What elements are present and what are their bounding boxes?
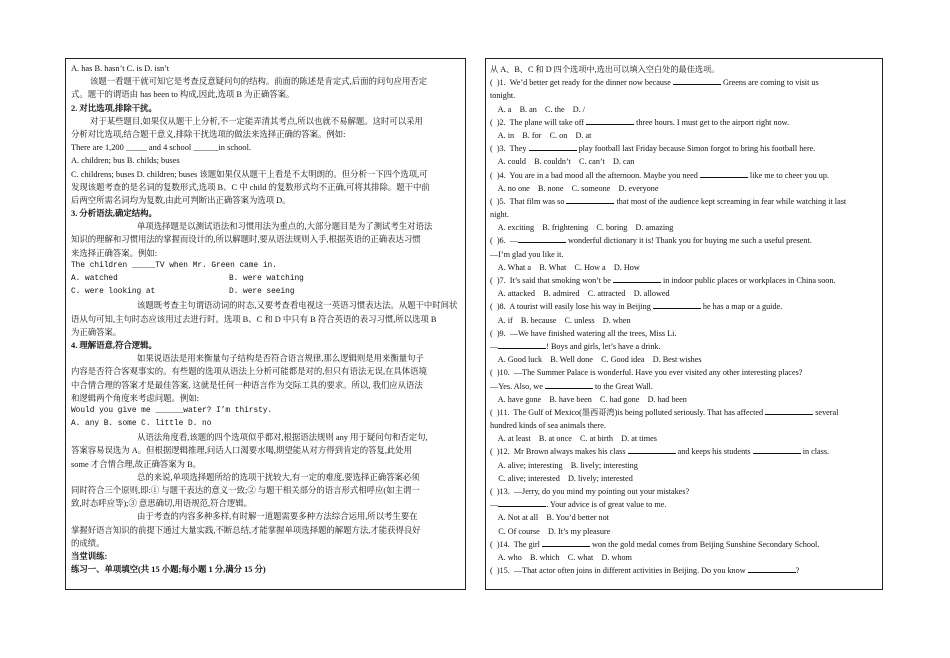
question-text: A. who B. which C. what D. whom xyxy=(490,552,632,562)
left-line xyxy=(71,273,461,286)
question-line xyxy=(490,155,878,168)
left-line: Would you give me ______water? I’m thirsty. xyxy=(71,406,273,415)
left-line: 当堂训练: xyxy=(71,551,108,561)
question-text: night. xyxy=(490,210,509,220)
question-line xyxy=(490,340,878,353)
question-text: and keeps his students xyxy=(675,447,753,457)
answer-blank xyxy=(673,76,721,85)
question-text: ? xyxy=(795,566,800,576)
question-text: ( )1. We’d better get ready for the dinner now because xyxy=(490,78,673,88)
question-text: A. What a B. What C. How a D. How xyxy=(490,262,640,272)
left-line: 如果说语法是用来衡量句子结构是否符合语言规律,那么逻辑则是用来衡量句子 xyxy=(137,354,424,364)
question-line xyxy=(490,472,878,485)
left-line: 为正确答案。 xyxy=(71,327,122,337)
question-text: three hours. I must get to the airport right now. xyxy=(634,117,790,127)
question-text: several xyxy=(813,407,839,417)
question-line xyxy=(490,353,878,366)
answer-blank xyxy=(498,340,546,349)
answer-blank xyxy=(545,380,593,389)
question-line xyxy=(490,182,878,195)
question-line xyxy=(490,89,878,102)
question-line xyxy=(490,327,878,340)
question-text: ( )13. —Jerry, do you mind my pointing out your mistakes? xyxy=(490,487,690,496)
left-line: There are 1,200 _____ and 4 school ______in school. xyxy=(71,143,252,153)
question-text: ( )11. The Gulf of Mexico(墨西哥湾)is being polluted seriously. That has affected xyxy=(490,407,766,417)
question-text: ( )4. You are in a bad mood all the afternoon. Maybe you need xyxy=(490,170,700,180)
question-text: ( )5. That film was so xyxy=(490,196,567,206)
question-line xyxy=(490,103,878,116)
answer-blank xyxy=(765,406,813,415)
answer-blank xyxy=(613,274,661,283)
question-line xyxy=(490,142,878,155)
left-line: The children _____TV when Mr. Green came in. xyxy=(71,261,277,270)
question-text: C. Of course D. It’s my pleasure xyxy=(490,526,611,536)
question-line xyxy=(490,234,878,247)
answer-blank xyxy=(748,564,796,573)
question-line xyxy=(490,551,878,564)
question-text: — xyxy=(490,341,499,351)
question-text: — xyxy=(490,500,499,510)
left-line: C. childrens; buses D. children; buses 该题如果仅从题干上看是不太明朗的。但分析一下四个选项,可 xyxy=(71,169,428,179)
question-text: play football last Friday because Simon forgot to bring his football here. xyxy=(576,144,816,154)
question-text: ( )6. — xyxy=(490,236,518,246)
question-line xyxy=(490,485,878,498)
question-line xyxy=(490,525,878,538)
left-line: 总的来说,单项选择题所给的选项干扰较大,有一定的难度,要选择正确答案必须 xyxy=(137,472,420,482)
question-text: ! Boys and girls, let’s have a drink. xyxy=(546,341,661,351)
question-line xyxy=(490,564,878,577)
question-text: ( )7. It’s said that smoking won’t be xyxy=(490,276,613,285)
question-line xyxy=(490,498,878,511)
question-text: A. Good luck B. Well done C. Good idea D. Best wishes xyxy=(490,355,702,365)
left-line: 来选择正确答案。例如: xyxy=(71,248,158,258)
question-line xyxy=(490,314,878,327)
question-line xyxy=(490,459,878,472)
question-text: A. Not at all B. You’d better not xyxy=(490,513,609,523)
question-text: —I’m glad you like it. xyxy=(490,249,564,259)
question-text: in class. xyxy=(800,447,830,457)
left-text-block xyxy=(66,59,465,576)
answer-blank xyxy=(518,234,566,243)
left-line: 发现该题考查的是名词的复数形式,选项 B、C 中 child 的复数形式均不正确,可将其排除。题干中前 xyxy=(71,182,430,192)
question-text: ( )15. —That actor often joins in different activities in Beijing. Do you know xyxy=(490,566,748,576)
question-text: A. exciting B. frightening C. boring D. amazing xyxy=(490,223,674,233)
left-line: 答案容易误选为 A。但根据逻辑推理,问话人口渴要水喝,期望能从对方得到肯定的答复,此处用 xyxy=(71,446,413,456)
left-line: 知识的理解和习惯用法的掌握而设计的,所以解题时,要从语法规则入手,根据英语的正确表达习惯 xyxy=(71,235,421,245)
left-line: 练习一、单项填空(共 15 小题;每小题 1 分,满分 15 分) xyxy=(71,565,266,575)
left-line: 由于考查的内容多种多样,有时解一道题需要多种方法综合运用,所以考生要在 xyxy=(137,512,418,522)
left-line: 2. 对比选项,排除干扰。 xyxy=(71,103,157,113)
question-line xyxy=(490,274,878,287)
answer-blank xyxy=(628,445,676,454)
question-text: like me to cheer you up. xyxy=(747,170,830,180)
question-text: A. if B. because C. unless D. when xyxy=(490,315,631,325)
left-line: 中合情合理的答案才是最佳答案, 这就是任何一种语言作为交际工具的要求。所以, 我们应从语法 xyxy=(71,380,423,390)
question-line xyxy=(490,511,878,524)
question-text: C. alive; interested D. lively; interested xyxy=(490,473,633,483)
left-line: 从语法角度看,该题的四个选项似乎都对,根据语法规则 any 用于疑问句和否定句, xyxy=(137,433,428,443)
question-text: Greens are coming to visit us xyxy=(720,78,819,88)
question-text: that most of the audience kept screaming in fear while watching it last xyxy=(614,196,847,206)
question-text: ( )3. They xyxy=(490,144,529,154)
question-text: A. alive; interesting B. lively; interesting xyxy=(490,460,638,470)
left-line: 该题既考查主句谓语动词的时态,又要考查看电视这一英语习惯表达法。从题干中时间状 xyxy=(137,301,458,311)
left-line: A. any B. some C. little D. no xyxy=(71,420,212,429)
answer-blank xyxy=(753,445,801,454)
left-line: 同时符合三个原则,即:① 与题干表达的意义一致;② 与题干相关部分的语言形式相呼应(如主谓一 xyxy=(71,486,420,495)
question-text: A. no one B. none C. someone D. everyone xyxy=(490,183,659,193)
left-line: 4. 理解语意,符合逻辑。 xyxy=(71,340,157,350)
question-line xyxy=(490,76,878,89)
left-line: 3. 分析语法,确定结构。 xyxy=(71,209,157,219)
answer-blank xyxy=(529,142,577,151)
answer-blank xyxy=(542,538,590,547)
exercise-questions xyxy=(486,59,882,577)
question-text: 从 A、B、C 和 D 四个选项中,选出可以填入空白处的最佳选项。 xyxy=(490,65,720,74)
question-text: ( )14. The girl xyxy=(490,539,542,549)
question-text: A. in B. for C. on D. at xyxy=(490,130,592,140)
option-text: B. were watching xyxy=(229,275,304,283)
option-text: D. were seeing xyxy=(229,288,295,297)
question-text: . Your advice is of great value to me. xyxy=(546,500,667,510)
left-line: 掌握好语言知识的前提下通过大量实践,不断总结,才能掌握单项选择题的解题方法,才能获得良好 xyxy=(71,525,421,535)
question-text: —Yes. Also, we xyxy=(490,381,545,391)
question-line xyxy=(490,393,878,406)
question-line xyxy=(490,287,878,300)
question-text: ( )9. —We have finished watering all the trees, Miss Li. xyxy=(490,328,677,338)
question-text: won the gold medal comes from Beijing Sunshine Secondary School. xyxy=(589,539,820,549)
answer-blank xyxy=(498,498,546,507)
question-text: to the Great Wall. xyxy=(592,381,653,391)
question-line xyxy=(490,195,878,208)
answer-blank xyxy=(653,300,701,309)
question-text: wonderful dictionary it is! Thank you for buying me such a useful present. xyxy=(565,236,812,246)
left-line: 该题一看题干就可知它是考查反意疑问句的结构。前面的陈述是肯定式,后面的问句应用否定 xyxy=(90,77,428,87)
question-line xyxy=(490,208,878,221)
question-text: A. have gone B. have been C. had gone D. had been xyxy=(490,394,687,404)
question-line xyxy=(490,300,878,313)
left-column xyxy=(65,58,466,590)
left-line: 单项选择题是以测试语法和习惯用法为重点的,大部分题目是为了测试考生对语法 xyxy=(137,222,433,232)
left-line: 分析对比选项,结合题干意义,排除干扰选项的做法来选择正确的答案。例如: xyxy=(71,129,346,139)
left-line: some 才合情合理,故正确答案为 B。 xyxy=(71,459,202,469)
question-line xyxy=(490,248,878,261)
answer-blank xyxy=(586,116,634,125)
left-line: 对于某些题目,如果仅从题干上分析,不一定能弄清其考点,所以也就不易解题。这时可以采用 xyxy=(90,116,423,126)
question-line xyxy=(490,116,878,129)
question-text: A. could B. couldn’t C. can’t D. can xyxy=(490,157,635,167)
question-line xyxy=(490,366,878,379)
answer-blank xyxy=(700,169,748,178)
left-line: A. children; bus B. childs; buses xyxy=(71,156,180,166)
question-line xyxy=(490,169,878,182)
question-line xyxy=(490,63,878,76)
left-line: 和逻辑两个角度来考虑问题。例如: xyxy=(71,393,199,403)
question-text: hundred kinds of sea animals there. xyxy=(490,421,606,431)
question-line xyxy=(490,432,878,445)
question-text: ( )8. A tourist will easily lose his way in Beijing xyxy=(490,302,653,312)
question-line xyxy=(490,419,878,432)
question-text: A. attacked B. admired C. attracted D. allowed xyxy=(490,289,670,299)
option-text: C. were looking at xyxy=(71,288,156,297)
left-line: A. has B. hasn’t C. is D. isn’t xyxy=(71,64,170,73)
left-line: 式。题干的谓语由 has been to 构成,因此,选项 B 为正确答案。 xyxy=(71,90,295,100)
question-text: ( )2. The plane will take off xyxy=(490,117,587,127)
question-text: he has a map or a guide. xyxy=(700,302,783,312)
question-text: tonight. xyxy=(490,91,516,101)
option-text: A. watched xyxy=(71,275,118,283)
left-line: 语从句可知,主句时态应该用过去进行时。选项 B、C 和 D 中只有 B 符合英语的表习习惯,所以选项 B xyxy=(71,314,437,324)
left-line: 致,时态呼应等);③ 意思确切,用语规范,符合逻辑。 xyxy=(71,499,252,509)
question-text: ( )12. Mr Brown always makes his class xyxy=(490,447,628,457)
question-text: in indoor public places or workplaces in China soon. xyxy=(660,276,836,285)
question-text: ( )10. —The Summer Palace is wonderful. Have you ever visited any other interesting places? xyxy=(490,368,803,378)
left-line: 内容是否符合客观事实的。有些题的选项从语法上分析可能都是对的,但只有语法无误,在具体语境 xyxy=(71,367,427,377)
left-line: 后两空所需名词均为复数,由此可判断出正确答案为选项 D。 xyxy=(71,195,291,205)
question-line xyxy=(490,261,878,274)
question-line xyxy=(490,380,878,393)
left-line: 的成绩。 xyxy=(71,538,105,548)
question-line xyxy=(490,221,878,234)
question-line xyxy=(490,129,878,142)
answer-blank xyxy=(566,195,614,204)
question-line xyxy=(490,406,878,419)
left-line xyxy=(71,286,461,299)
question-text: A. at least B. at once C. at birth D. at times xyxy=(490,434,657,444)
right-column xyxy=(485,58,883,590)
question-text: A. a B. an C. the D. / xyxy=(490,104,586,114)
question-line xyxy=(490,445,878,458)
question-line xyxy=(490,538,878,551)
